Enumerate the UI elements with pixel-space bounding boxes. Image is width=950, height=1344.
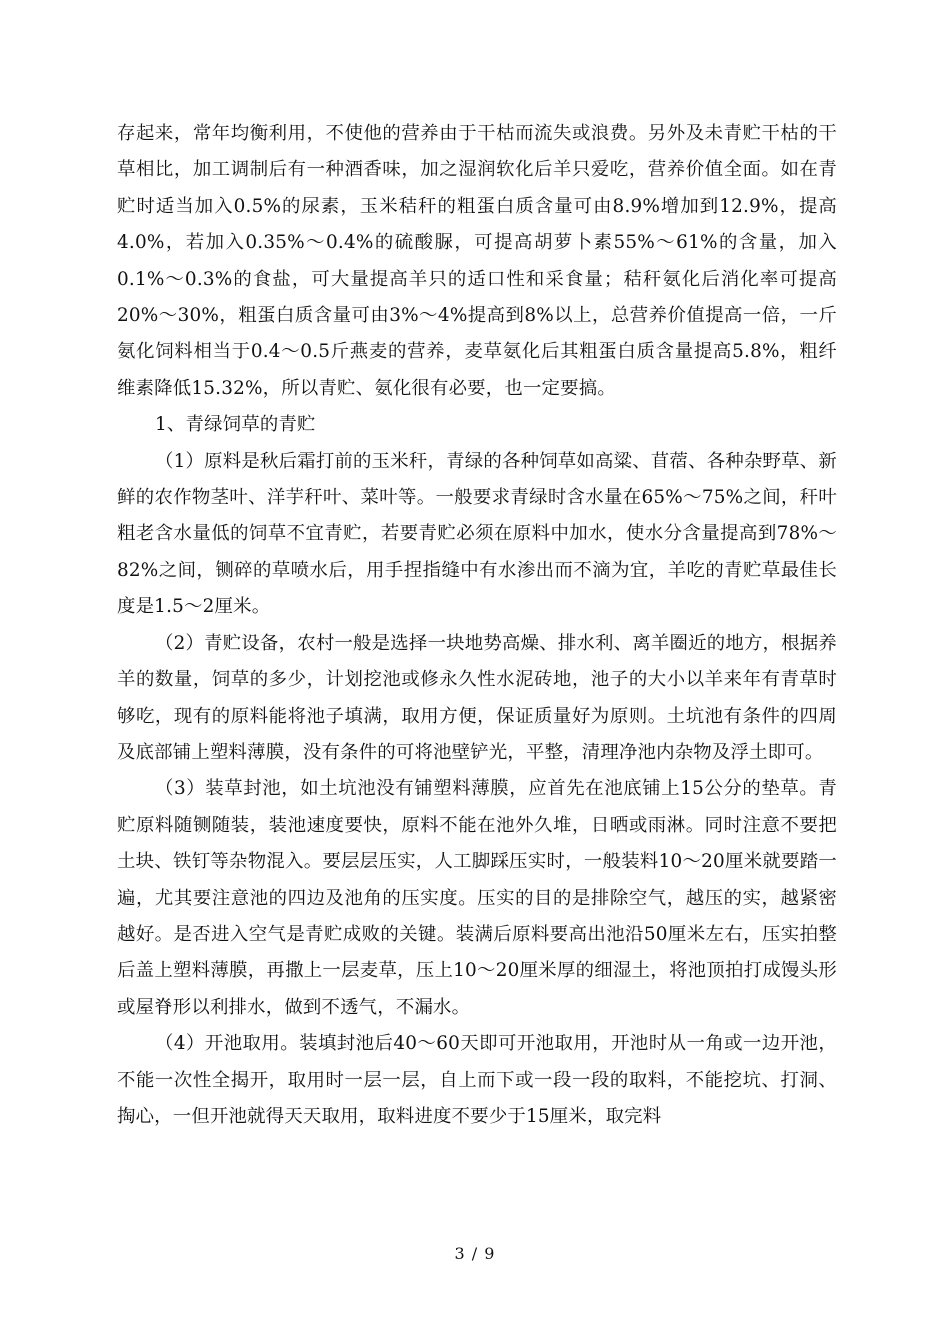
document-body [117,116,837,1135]
paragraph-item-3: （3）装草封池，如土坑池没有铺塑料薄膜，应首先在池底铺上15公分的垫草。青贮原料随铡随装，装池速度要快，原料不能在池外久堆，日晒或雨淋。同时注意不要把土块、铁钉等杂物混入。要层层压实，人工脚踩压实时，一般装料10～20厘米就要踏一遍，尤其要注意池的四边及池角的压实度。压实的目的是排除空气，越压的实，越紧密越好。是否进入空气是青贮成败的关键。装满后原料要高出池沿50厘米左右，压实拍整后盖上塑料薄膜，再撒上一层麦草，压上10～20厘米厚的细湿土，将池顶拍打成馒头形或屋脊形以利排水，做到不透气，不漏水。 [117,778,837,1018]
paragraph-item-2: （2）青贮设备，农村一般是选择一块地势高燥、排水利、离羊圈近的地方，根据养羊的数量，饲草的多少，计划挖池或修永久性水泥砖地，池子的大小以羊来年有青草时够吃，现有的原料能将池子填满，取用方便，保证质量好为原则。土坑池有条件的四周及底部铺上塑料薄膜，没有条件的可将池壁铲光，平整，清理净池内杂物及浮土即可。 [117,632,837,763]
page-number: 3 / 9 [454,1244,496,1263]
paragraph-item-4: （4）开池取用。装填封池后40～60天即可开池取用，开池时从一角或一边开池，不能一次性全揭开，取用时一层一层，自上而下或一段一段的取料，不能挖坑、打洞、掏心，一但开池就得天天取用，取料进度不要少于15厘米，取完料 [117,1033,837,1127]
paragraph-item-1: （1）原料是秋后霜打前的玉米秆，青绿的各种饲草如高粱、苜蓿、各种杂野草、新鲜的农作物茎叶、洋芋秆叶、菜叶等。一般要求青绿时含水量在65%～75%之间，秆叶粗老含水量低的饲草不宜青贮，若要青贮必须在原料中加水，使水分含量提高到78%～82%之间，铡碎的草喷水后，用手捏指缝中有水渗出而不滴为宜，羊吃的青贮草最佳长度是1.5～2厘米。 [117,450,837,618]
paragraph-continuation: 存起来，常年均衡利用，不使他的营养由于干枯而流失或浪费。另外及未青贮干枯的干草相比，加工调制后有一种酒香味，加之湿润软化后羊只爱吃，营养价值全面。如在青贮时适当加入0.5%的尿素，玉米秸秆的粗蛋白质含量可由8.9%增加到12.9%，提高4.0%，若加入0.35%～0.4%的硫酸脲，可提高胡萝卜素55%～61%的含量，加入0.1%～0.3%的食盐，可大量提高羊只的适口性和采食量；秸秆氨化后消化率可提高20%～30%，粗蛋白质含量可由3%～4%提高到8%以上，总营养价值提高一倍，一斤氨化饲料相当于0.4～0.5斤燕麦的营养，麦草氨化后其粗蛋白质含量提高5.8%，粗纤维素降低15.32%，所以青贮、氨化很有必要，也一定要搞。 [117,123,837,399]
section-heading: 1、青绿饲草的青贮 [155,414,316,436]
